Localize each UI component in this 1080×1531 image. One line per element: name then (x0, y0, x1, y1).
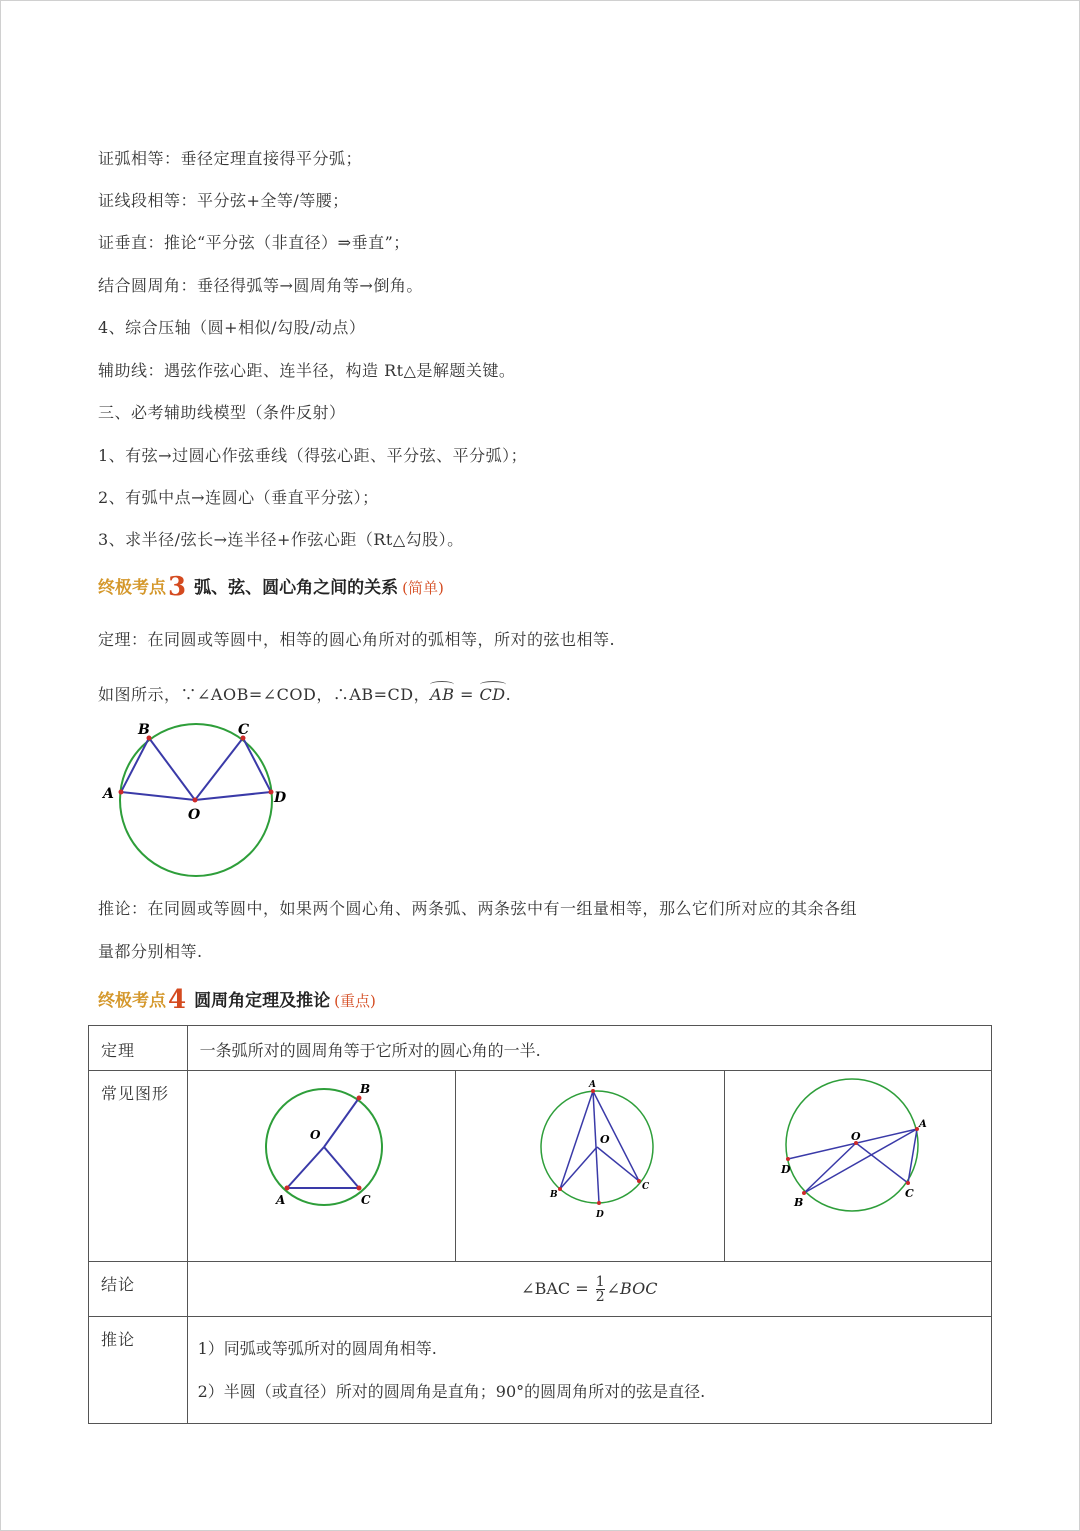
segment-ab (121, 738, 149, 792)
text-line-9: 2、有弧中点→连圆心（垂直平分弦）； (98, 488, 379, 507)
figure-a-point-a (284, 1186, 289, 1191)
text-line-8: 1、有弦→过圆心作弦垂线（得弦心距、平分弦、平分弧）； (98, 446, 528, 465)
segment-oc (195, 738, 243, 800)
section-3-level: (简单) (402, 579, 444, 597)
section-4-title: 圆周角定理及推论 (194, 991, 331, 1011)
figure-b-point-c (637, 1179, 641, 1183)
label-o: O (188, 807, 201, 823)
label-figures: 常见图形 (89, 1071, 188, 1262)
section-3-number: 3 (168, 572, 187, 602)
text-line-2: 证线段相等：平分弦+全等/等腰； (98, 191, 349, 210)
figure-b-label-b: B (550, 1190, 558, 1200)
section-3-heading (98, 572, 444, 602)
segment-ao (121, 792, 195, 800)
fraction-numerator: 1 (595, 1273, 605, 1290)
figure-c-label-a: A (919, 1119, 927, 1130)
figure-a-label-c: C (360, 1193, 371, 1207)
figure-b-segment-ab (560, 1091, 593, 1189)
arc-equals: = (454, 685, 480, 704)
text-line-7: 三、必考辅助线模型（条件反射） (98, 403, 346, 422)
figure-c (725, 1071, 991, 1257)
section-3-title: 弧、弦、圆心角之间的关系 (194, 578, 399, 598)
segment-bo (149, 738, 195, 800)
figure-a-segment-ob (324, 1098, 359, 1147)
section-4-tag: 终极考点 (98, 991, 166, 1011)
figure-c-segment-ac (908, 1129, 917, 1183)
figure-c-point-b (802, 1191, 806, 1195)
label-d: D (274, 790, 287, 806)
formula-left: ∠BAC = (521, 1278, 594, 1298)
figure-cell-b (456, 1071, 725, 1262)
table-row-figures (89, 1071, 992, 1262)
point-d (269, 790, 274, 795)
figure-b (456, 1071, 722, 1257)
figure-a-label-o: O (309, 1128, 321, 1142)
table-row-corollary (89, 1317, 992, 1424)
label-b: B (138, 722, 150, 738)
text-line-6: 辅助线：遇弦作弦心距、连半径，构造 Rt△是解题关键。 (98, 361, 516, 380)
text-line-5: 4、综合压轴（圆+相似/勾股/动点） (98, 318, 366, 337)
figure-a (188, 1071, 454, 1257)
corollary-item-1: 1）同弧或等弧所对的圆周角相等. (197, 1339, 437, 1358)
section-3-corollary-line-2: 量都分别相等. (98, 942, 203, 961)
figure-a-label-a: A (275, 1193, 285, 1207)
section-3-theorem: 定理：在同圆或等圆中，相等的圆心角所对的弧相等，所对的弦也相等. (98, 630, 616, 649)
figure-b-segment-oc (597, 1147, 639, 1181)
arc-ab: AB (430, 685, 455, 704)
arc-cd: CD (479, 685, 506, 704)
figure-a-point-c (356, 1186, 361, 1191)
figure-c-label-d: D (781, 1163, 791, 1176)
inscribed-angle-table (88, 1025, 992, 1424)
figure-b-label-o: O (600, 1133, 610, 1146)
section-4-heading (98, 985, 376, 1015)
figure-c-label-c: C (905, 1187, 914, 1200)
segment-cd (243, 738, 271, 792)
segment-od (195, 792, 271, 800)
figure-b-label-c: C (642, 1182, 650, 1192)
formula-fraction (596, 1275, 605, 1304)
figure-a-segment-oc (324, 1147, 359, 1188)
section-4-number: 4 (168, 985, 187, 1015)
theorem-text: 一条弧所对的圆周角等于它所对的圆心角的一半. (187, 1026, 991, 1071)
label-a: A (103, 786, 114, 802)
figure-a-label-b: B (359, 1082, 370, 1096)
figure-b-label-a: A (589, 1080, 597, 1090)
text-line-10: 3、求半径/弦长→连半径+作弦心距（Rt△勾股）。 (98, 530, 464, 549)
example-suffix: . (505, 685, 512, 704)
figure-a-segment-oa (287, 1147, 324, 1188)
label-c: C (238, 722, 250, 738)
label-theorem: 定理 (89, 1026, 188, 1071)
text-line-1: 证弧相等：垂径定理直接得平分弧； (98, 149, 363, 168)
figure-b-label-d: D (596, 1210, 605, 1220)
figure-b-segment-ob (560, 1147, 597, 1189)
label-corollary: 推论 (89, 1317, 188, 1424)
figure-c-point-c (906, 1181, 910, 1185)
section-3-corollary-line-1: 推论：在同圆或等圆中，如果两个圆心角、两条弧、两条弦中有一组量相等，那么它们所对应的其余各组 (98, 899, 858, 918)
figure-c-label-o: O (851, 1130, 861, 1143)
corollary-item-2: 2）半圆（或直径）所对的圆周角是直角；90°的圆周角所对的弦是直径. (197, 1382, 706, 1401)
figure-cell-c (725, 1071, 992, 1262)
figure-a-point-b (356, 1096, 361, 1101)
text-line-3: 证垂直：推论“平分弦（非直径）⇒垂直”； (98, 233, 410, 252)
conclusion-formula (187, 1262, 991, 1317)
figure-central-angles (96, 716, 306, 881)
figure-c-point-d (786, 1157, 790, 1161)
fraction-denominator: 2 (595, 1288, 605, 1305)
figure-b-point-b (558, 1187, 562, 1191)
example-prefix: 如图所示，∵∠AOB=∠COD，∴AB=CD， (98, 685, 431, 704)
section-3-tag: 终极考点 (98, 578, 166, 598)
section-4-level: (重点) (334, 992, 376, 1010)
figure-b-point-d (597, 1201, 601, 1205)
formula-right: ∠BOC (606, 1278, 658, 1298)
label-conclusion: 结论 (89, 1262, 188, 1317)
point-o (193, 798, 198, 803)
figure-cell-a (187, 1071, 456, 1262)
table-row-conclusion (89, 1262, 992, 1317)
text-line-4: 结合圆周角：垂径得弧等→圆周角等→倒角。 (98, 276, 423, 295)
figure-c-label-b: B (794, 1196, 804, 1209)
section-3-example (98, 682, 511, 705)
table-row-theorem (89, 1026, 992, 1071)
corollary-content (187, 1317, 991, 1424)
point-a (119, 790, 124, 795)
